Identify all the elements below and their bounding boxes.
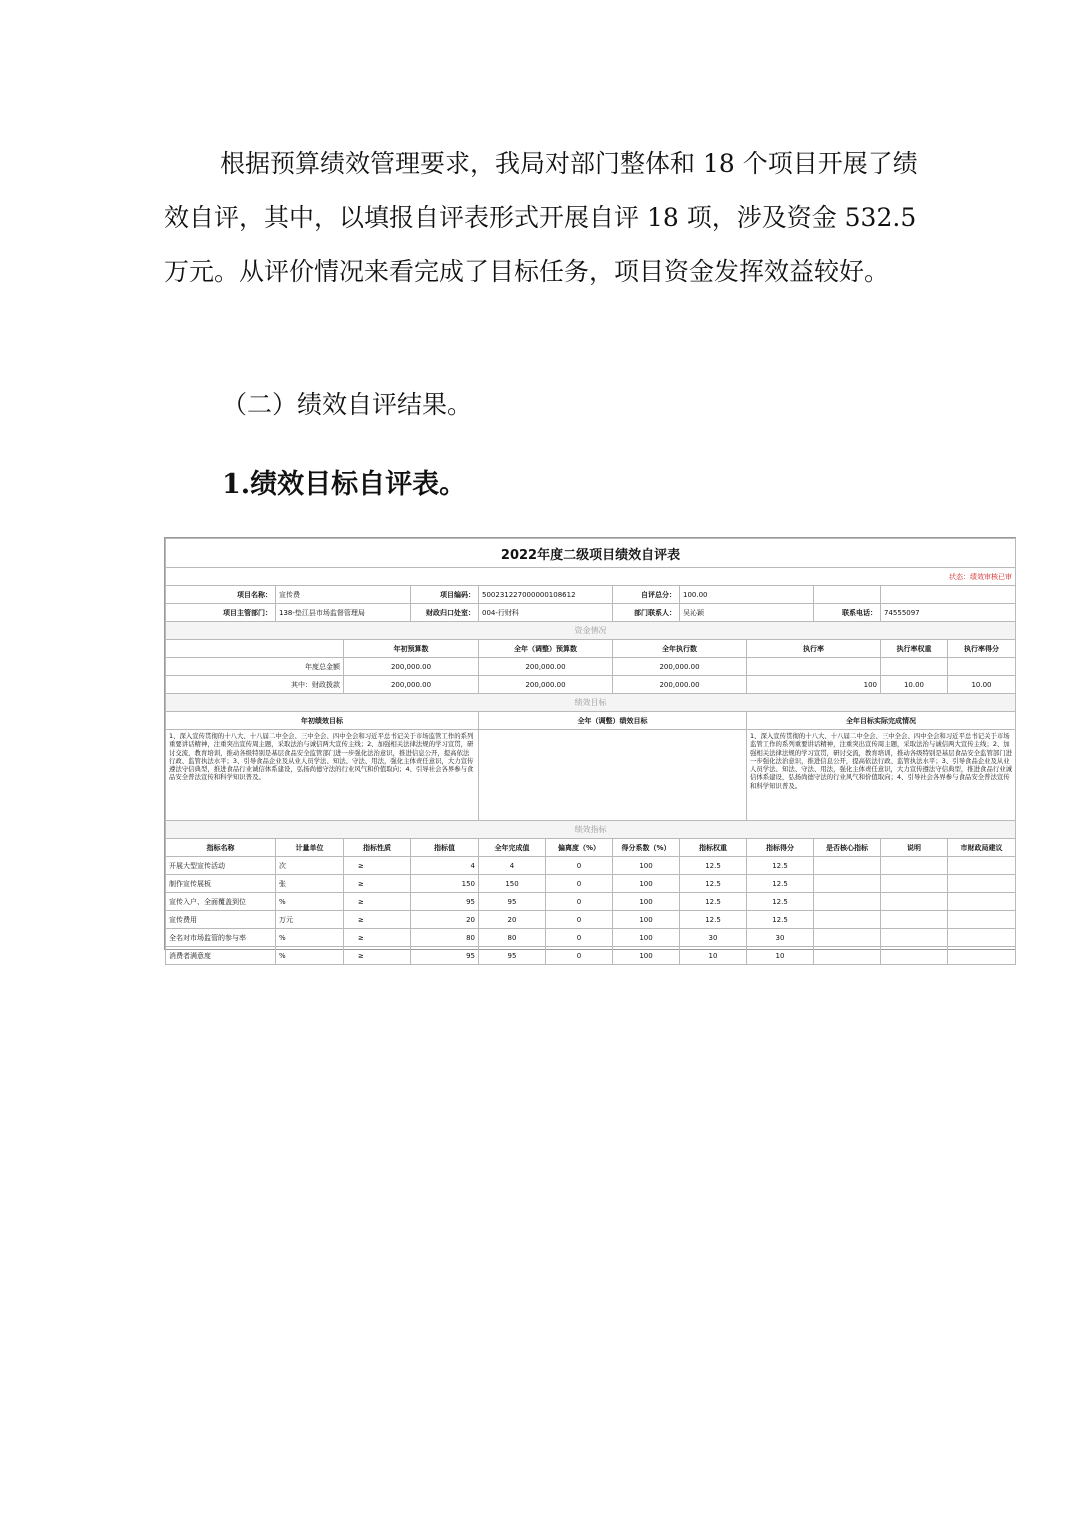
project-code-value: 500231227000000108612 <box>479 586 613 604</box>
indicator-actual: 80 <box>479 929 546 947</box>
goal-adjusted-text <box>479 730 747 821</box>
funds-rate <box>747 658 881 676</box>
contact-label: 部门联系人： <box>613 604 680 622</box>
indicator-deviation: 0 <box>546 911 613 929</box>
indicator-weight: 12.5 <box>680 893 747 911</box>
indicator-header: 说明 <box>881 839 948 857</box>
indicator-coef: 100 <box>613 875 680 893</box>
indicator-header: 偏离度（%） <box>546 839 613 857</box>
goal-section-header: 绩效目标 <box>166 694 1016 712</box>
indicator-nature: ≥ <box>344 911 411 929</box>
status-text: 状态：绩效审核已审 <box>166 568 1016 586</box>
funds-initial: 200,000.00 <box>344 658 479 676</box>
indicator-actual: 4 <box>479 857 546 875</box>
indicator-deviation: 0 <box>546 929 613 947</box>
indicator-weight: 12.5 <box>680 857 747 875</box>
indicator-header: 得分系数（%） <box>613 839 680 857</box>
indicator-nature: ≥ <box>344 875 411 893</box>
indicator-advice <box>948 911 1016 929</box>
indicator-weight: 30 <box>680 929 747 947</box>
indicator-weight: 12.5 <box>680 875 747 893</box>
self-evaluation-table <box>165 538 1016 965</box>
indicator-coef: 100 <box>613 929 680 947</box>
indicator-note <box>881 947 948 965</box>
dept-label: 项目主管部门： <box>166 604 276 622</box>
indicator-actual: 95 <box>479 947 546 965</box>
indicator-weight: 10 <box>680 947 747 965</box>
indicator-target: 20 <box>411 911 479 929</box>
indicator-core <box>814 947 881 965</box>
funds-header: 执行率得分 <box>948 640 1016 658</box>
self-evaluation-table-image <box>164 537 1016 960</box>
funds-weight <box>881 658 948 676</box>
indicator-target: 95 <box>411 947 479 965</box>
indicator-weight: 12.5 <box>680 911 747 929</box>
indicator-header: 计量单位 <box>276 839 344 857</box>
section-heading: （二）绩效自评结果。 <box>222 390 473 419</box>
indicator-advice <box>948 893 1016 911</box>
indicator-header: 指标权重 <box>680 839 747 857</box>
funds-executed: 200,000.00 <box>613 676 747 694</box>
indicator-name: 开展大型宣传活动 <box>166 857 276 875</box>
funds-header: 年初预算数 <box>344 640 479 658</box>
funds-row-label: 其中：财政拨款 <box>166 676 344 694</box>
empty-cell <box>881 586 1016 604</box>
indicator-name: 制作宣传展板 <box>166 875 276 893</box>
indicator-score: 12.5 <box>747 911 814 929</box>
indicator-unit: % <box>276 929 344 947</box>
project-code-label: 项目编码： <box>411 586 479 604</box>
table-row <box>166 911 1016 929</box>
indicator-actual: 150 <box>479 875 546 893</box>
indicator-coef: 100 <box>613 857 680 875</box>
funds-header-row <box>166 640 1016 658</box>
goal-header: 全年（调整）绩效目标 <box>479 712 747 730</box>
funds-header: 全年（调整）预算数 <box>479 640 613 658</box>
funds-weight: 10.00 <box>881 676 948 694</box>
indicator-header-row <box>166 839 1016 857</box>
indicator-header: 是否核心指标 <box>814 839 881 857</box>
funds-row-label: 年度总金额 <box>166 658 344 676</box>
indicator-score: 30 <box>747 929 814 947</box>
indicator-advice <box>948 875 1016 893</box>
indicator-actual: 95 <box>479 893 546 911</box>
goal-actual-text: 1、深入宣传贯彻的十八大、十八届二中全会、三中全会、四中全会和习近平总书记关于市场监管工作的系列重要讲话精神，注重突出宣传周主题，采取法治与诚信两大宣传主线；2、加强相关法律法规的学习宣贯，研讨交流，教育培训，推动各级特别是基层食品安全监管部门进一步强化法治意识，推进信息公开，提高依法行政、监管执法水平；3、引导食品企业及从业人员学法、知法、守法、用法，强化主体责任意识，大力宣传遵法守信典型，推进食品行业诚信体系建设，弘扬尚德守法的行业风气和价值取向；4、引导社会各界参与食品安全普法宣传和科学知识普及。 <box>747 730 1016 821</box>
indicator-nature: ≥ <box>344 893 411 911</box>
funds-header: 全年执行数 <box>613 640 747 658</box>
indicator-header: 全年完成值 <box>479 839 546 857</box>
project-name-value: 宣传费 <box>276 586 411 604</box>
indicator-advice <box>948 857 1016 875</box>
table-title: 2022年度二级项目绩效自评表 <box>166 539 1016 568</box>
indicator-unit: 万元 <box>276 911 344 929</box>
indicator-coef: 100 <box>613 893 680 911</box>
info-row-2 <box>166 604 1016 622</box>
indicator-note <box>881 911 948 929</box>
indicator-name: 消费者满意度 <box>166 947 276 965</box>
table-row <box>166 929 1016 947</box>
indicator-score: 12.5 <box>747 857 814 875</box>
table-row <box>166 893 1016 911</box>
indicator-coef: 100 <box>613 911 680 929</box>
phone-value: 74555097 <box>881 604 1016 622</box>
project-name-label: 项目名称： <box>166 586 276 604</box>
indicator-nature: ≥ <box>344 857 411 875</box>
indicator-name: 宣传入户、全面覆盖到位 <box>166 893 276 911</box>
indicator-header: 指标性质 <box>344 839 411 857</box>
indicator-score: 12.5 <box>747 893 814 911</box>
funds-header: 执行率权重 <box>881 640 948 658</box>
indicator-unit: % <box>276 947 344 965</box>
funds-row <box>166 676 1016 694</box>
indicator-unit: % <box>276 893 344 911</box>
indicator-coef: 100 <box>613 947 680 965</box>
goal-content-row <box>166 730 1016 821</box>
indicator-note <box>881 875 948 893</box>
finance-label: 财政归口处室： <box>411 604 479 622</box>
indicator-core <box>814 929 881 947</box>
goal-header: 年初绩效目标 <box>166 712 479 730</box>
indicator-score: 10 <box>747 947 814 965</box>
funds-row <box>166 658 1016 676</box>
indicator-header: 市财政局建议 <box>948 839 1016 857</box>
info-row-1 <box>166 586 1016 604</box>
goal-initial-text: 1、深入宣传贯彻的十八大、十八届二中全会、三中全会、四中全会和习近平总书记关于市场监管工作的系列重要讲话精神，注重突出宣传周主题，采取法治与诚信两大宣传主线；2、加强相关法律法规的学习宣贯，研讨交流，教育培训，推动各级特别是基层食品安全监管部门进一步强化法治意识，推进信息公开，提高依法行政、监管执法水平；3、引导食品企业及从业人员学法、知法、守法、用法，强化主体责任意识，大力宣传遵法守信典型，推进食品行业诚信体系建设，弘扬尚德守法的行业风气和价值取向；4、引导社会各界参与食品安全普法宣传和科学知识普及。 <box>166 730 479 821</box>
table-row <box>166 947 1016 965</box>
indicator-deviation: 0 <box>546 875 613 893</box>
indicator-name: 宣传费用 <box>166 911 276 929</box>
funds-score <box>948 658 1016 676</box>
contact-value: 吴沁颖 <box>680 604 814 622</box>
indicator-note <box>881 929 948 947</box>
indicator-core <box>814 875 881 893</box>
goal-header-row <box>166 712 1016 730</box>
table-row <box>166 875 1016 893</box>
indicator-nature: ≥ <box>344 929 411 947</box>
indicator-nature: ≥ <box>344 947 411 965</box>
indicator-target: 4 <box>411 857 479 875</box>
indicator-target: 95 <box>411 893 479 911</box>
table-row <box>166 857 1016 875</box>
subsection-heading: 1.绩效目标自评表。 <box>222 469 467 500</box>
indicator-actual: 20 <box>479 911 546 929</box>
empty-cell <box>166 640 344 658</box>
indicator-unit: 张 <box>276 875 344 893</box>
funds-initial: 200,000.00 <box>344 676 479 694</box>
funds-header: 执行率 <box>747 640 881 658</box>
indicator-deviation: 0 <box>546 947 613 965</box>
funds-score: 10.00 <box>948 676 1016 694</box>
indicator-target: 150 <box>411 875 479 893</box>
intro-paragraph: 根据预算绩效管理要求，我局对部门整体和 18 个项目开展了绩效自评，其中，以填报自评表形式开展自评 18 项，涉及资金 532.5 万元。从评价情况来看完成了目标任务，项目资金发挥效益较好。 <box>164 149 918 286</box>
indicator-target: 80 <box>411 929 479 947</box>
indicator-name: 全名对市场监管的参与率 <box>166 929 276 947</box>
funds-adjusted: 200,000.00 <box>479 676 613 694</box>
indicator-score: 12.5 <box>747 875 814 893</box>
indicator-header: 指标值 <box>411 839 479 857</box>
indicator-unit: 次 <box>276 857 344 875</box>
score-label: 自评总分： <box>613 586 680 604</box>
funds-adjusted: 200,000.00 <box>479 658 613 676</box>
indicator-core <box>814 857 881 875</box>
indicator-section-header: 绩效指标 <box>166 821 1016 839</box>
phone-label: 联系电话： <box>814 604 881 622</box>
indicator-core <box>814 911 881 929</box>
finance-value: 004-行财科 <box>479 604 613 622</box>
dept-value: 138-垫江县市场监督管理局 <box>276 604 411 622</box>
funds-section-header: 资金情况 <box>166 622 1016 640</box>
funds-rate: 100 <box>747 676 881 694</box>
indicator-core <box>814 893 881 911</box>
indicator-advice <box>948 929 1016 947</box>
indicator-advice <box>948 947 1016 965</box>
indicator-rows <box>166 857 1016 965</box>
indicator-header: 指标得分 <box>747 839 814 857</box>
goal-header: 全年目标实际完成情况 <box>747 712 1016 730</box>
indicator-header: 指标名称 <box>166 839 276 857</box>
score-value: 100.00 <box>680 586 814 604</box>
indicator-note <box>881 893 948 911</box>
indicator-note <box>881 857 948 875</box>
indicator-deviation: 0 <box>546 893 613 911</box>
funds-executed: 200,000.00 <box>613 658 747 676</box>
empty-cell <box>814 586 881 604</box>
indicator-deviation: 0 <box>546 857 613 875</box>
